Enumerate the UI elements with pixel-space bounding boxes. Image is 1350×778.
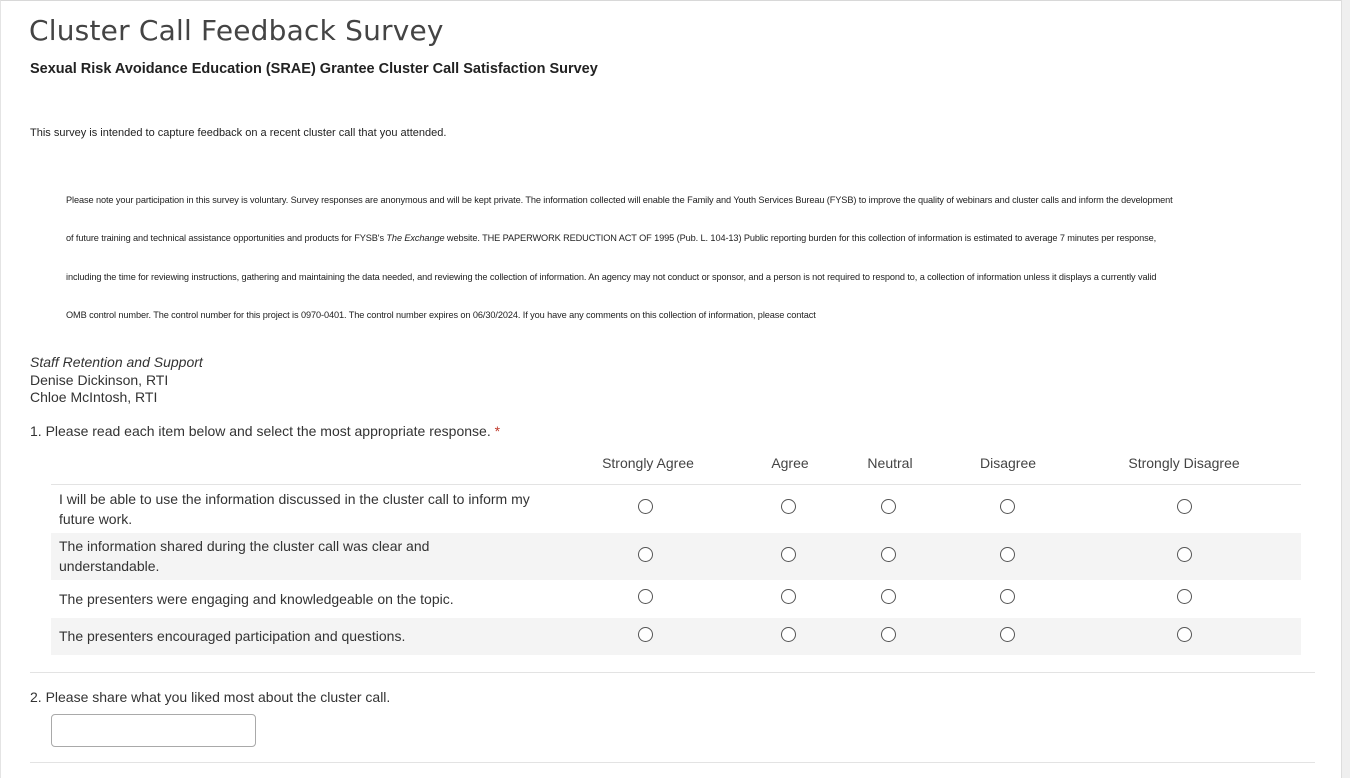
survey-intro: This survey is intended to capture feedback on a recent cluster call that you attended. xyxy=(30,127,447,139)
matrix-row xyxy=(51,618,1301,655)
page-title: Cluster Call Feedback Survey xyxy=(29,14,444,47)
exchange-italic: The Exchange xyxy=(386,233,445,243)
question-divider xyxy=(30,672,1315,673)
radio-strongly-disagree[interactable] xyxy=(1177,547,1192,562)
radio-agree[interactable] xyxy=(781,499,796,514)
question-divider xyxy=(30,762,1315,763)
matrix-row xyxy=(51,533,1301,580)
radio-strongly-disagree[interactable] xyxy=(1177,499,1192,514)
survey-subtitle: Sexual Risk Avoidance Education (SRAE) Grantee Cluster Call Satisfaction Survey xyxy=(30,61,598,77)
radio-strongly-disagree[interactable] xyxy=(1177,589,1192,604)
scrollbar-track[interactable] xyxy=(1341,0,1350,778)
radio-strongly-agree[interactable] xyxy=(638,627,653,642)
matrix-row-label: The information shared during the cluster call was clear and understandable. xyxy=(59,538,430,574)
column-header-disagree: Disagree xyxy=(979,455,1037,471)
notice-line: OMB control number. The control number for this project is 0970-0401. The control number expires on 06/30/2024. If you have any comments on this collection of information, please contact xyxy=(66,310,816,320)
question-2-label: 2. Please share what you liked most about the cluster call. xyxy=(30,689,391,705)
radio-strongly-disagree[interactable] xyxy=(1177,627,1192,642)
radio-agree[interactable] xyxy=(781,547,796,562)
column-header-neutral: Neutral xyxy=(867,455,913,471)
column-header-strongly-disagree: Strongly Disagree xyxy=(1128,455,1240,471)
radio-neutral[interactable] xyxy=(881,627,896,642)
radio-neutral[interactable] xyxy=(881,589,896,604)
required-marker: * xyxy=(494,423,501,439)
contact-heading: Staff Retention and Support xyxy=(30,354,203,370)
radio-disagree[interactable] xyxy=(1000,627,1015,642)
question-1-label: 1. Please read each item below and select the most appropriate response. * xyxy=(30,423,501,439)
notice-line: including the time for reviewing instructions, gathering and maintaining the data needed, and reviewing the collection of information. An agency may not conduct or sponsor, and a person is not required to respond to, a collection of information unless it displays a currently valid xyxy=(66,272,1157,282)
radio-disagree[interactable] xyxy=(1000,547,1015,562)
radio-disagree[interactable] xyxy=(1000,589,1015,604)
radio-strongly-agree[interactable] xyxy=(638,589,653,604)
question-2-answer-field[interactable] xyxy=(51,714,256,747)
radio-strongly-agree[interactable] xyxy=(638,547,653,562)
radio-strongly-agree[interactable] xyxy=(638,499,653,514)
notice-line: of future training and technical assistance opportunities and products for FYSB's The Exchange website. THE PAPERWORK REDUCTION ACT OF 1995 (Pub. L. 104-13) Public reporting burden for this collection of information is estimated to average 7 minutes per response, xyxy=(66,233,1157,243)
radio-disagree[interactable] xyxy=(1000,499,1015,514)
matrix-row-label: The presenters encouraged participation and questions. xyxy=(59,628,406,644)
radio-agree[interactable] xyxy=(781,589,796,604)
notice-line: Please note your participation in this survey is voluntary. Survey responses are anonymous and will be kept private. The information collected will enable the Family and Youth Services Bureau (FYSB) to improve the quality of webinars and cluster calls and inform the development xyxy=(66,195,1173,205)
radio-neutral[interactable] xyxy=(881,547,896,562)
radio-neutral[interactable] xyxy=(881,499,896,514)
radio-agree[interactable] xyxy=(781,627,796,642)
contact-person: Chloe McIntosh, RTI xyxy=(30,389,158,405)
column-header-strongly-agree: Strongly Agree xyxy=(602,455,694,471)
contact-person: Denise Dickinson, RTI xyxy=(30,372,169,388)
matrix-row xyxy=(51,485,1301,533)
column-header-agree: Agree xyxy=(771,455,809,471)
matrix-row-label: The presenters were engaging and knowledgeable on the topic. xyxy=(59,591,454,607)
matrix-row xyxy=(51,580,1301,618)
matrix-row-label: I will be able to use the information discussed in the cluster call to inform my future work. xyxy=(59,491,530,527)
